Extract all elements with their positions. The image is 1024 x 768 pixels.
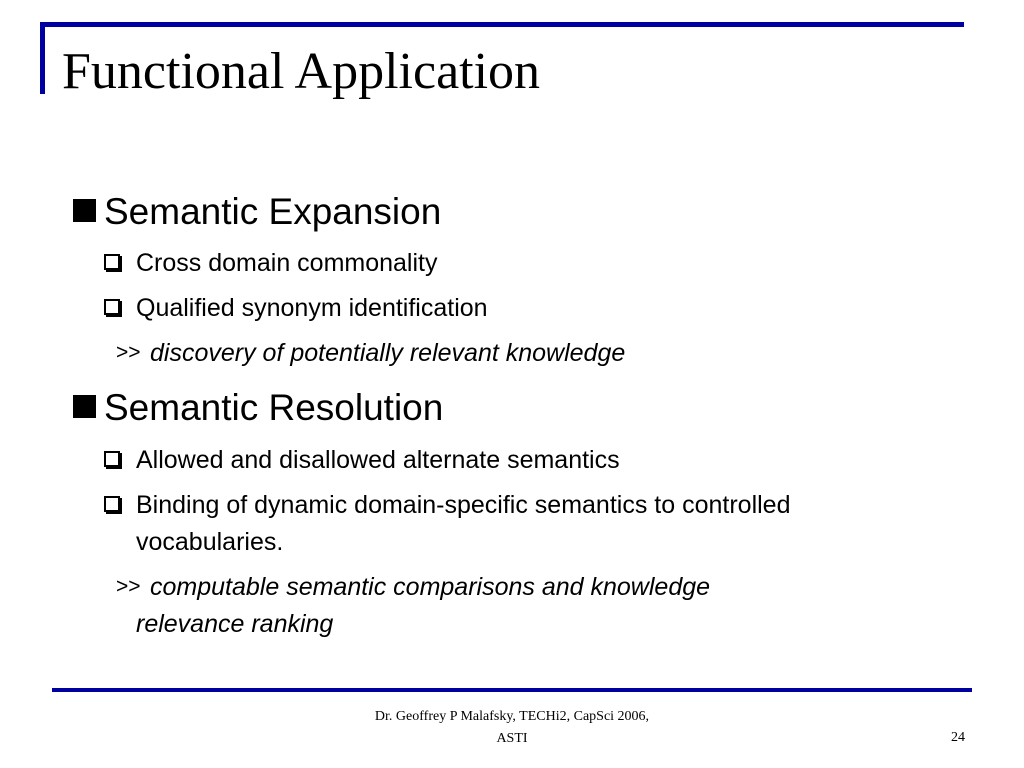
arrow-prefix: >> — [116, 341, 141, 364]
title-left-rule — [40, 22, 45, 94]
bullet-semantic-expansion — [104, 190, 441, 234]
sub-bullet-allowed-disallowed — [136, 442, 620, 478]
sub-bullet-qualified-synonym — [136, 290, 488, 326]
sub-bullet-cross-domain — [136, 245, 438, 281]
hollow-square-bullet-icon — [104, 299, 120, 315]
result-text: discovery of potentially relevant knowledge — [150, 339, 626, 367]
sub-bullet-text: Cross domain commonality — [136, 249, 438, 277]
sub-bullet-binding-continued — [136, 524, 283, 560]
result-computable — [116, 569, 711, 605]
bullet-heading: Semantic Resolution — [104, 387, 444, 428]
title-top-rule — [40, 22, 964, 27]
footer-rule — [52, 688, 972, 692]
footer-line-1: Dr. Geoffrey P Malafsky, TECHi2, CapSci 2006, — [374, 709, 650, 724]
footer-credit — [300, 706, 724, 750]
result-text: computable semantic comparisons and knowledge — [150, 573, 711, 601]
sub-bullet-text: vocabularies. — [136, 528, 284, 556]
sub-bullet-binding — [136, 487, 790, 523]
hollow-square-bullet-icon — [104, 496, 120, 512]
result-text: relevance ranking — [136, 610, 334, 638]
bullet-heading: Semantic Expansion — [104, 191, 442, 232]
hollow-square-bullet-icon — [104, 254, 120, 270]
result-computable-continued — [136, 606, 333, 642]
sub-bullet-text: Allowed and disallowed alternate semantics — [136, 446, 620, 474]
hollow-square-bullet-icon — [104, 451, 120, 467]
square-bullet-icon — [73, 199, 96, 222]
slide-title: Functional Application — [62, 43, 541, 100]
bullet-semantic-resolution — [104, 386, 443, 430]
square-bullet-icon — [73, 395, 96, 418]
sub-bullet-text: Binding of dynamic domain-specific semantics to controlled — [136, 491, 791, 519]
arrow-prefix: >> — [116, 575, 141, 598]
sub-bullet-text: Qualified synonym identification — [136, 294, 488, 322]
page-number: 24 — [951, 730, 965, 745]
footer-line-2: ASTI — [496, 731, 528, 746]
result-discovery — [116, 335, 626, 371]
